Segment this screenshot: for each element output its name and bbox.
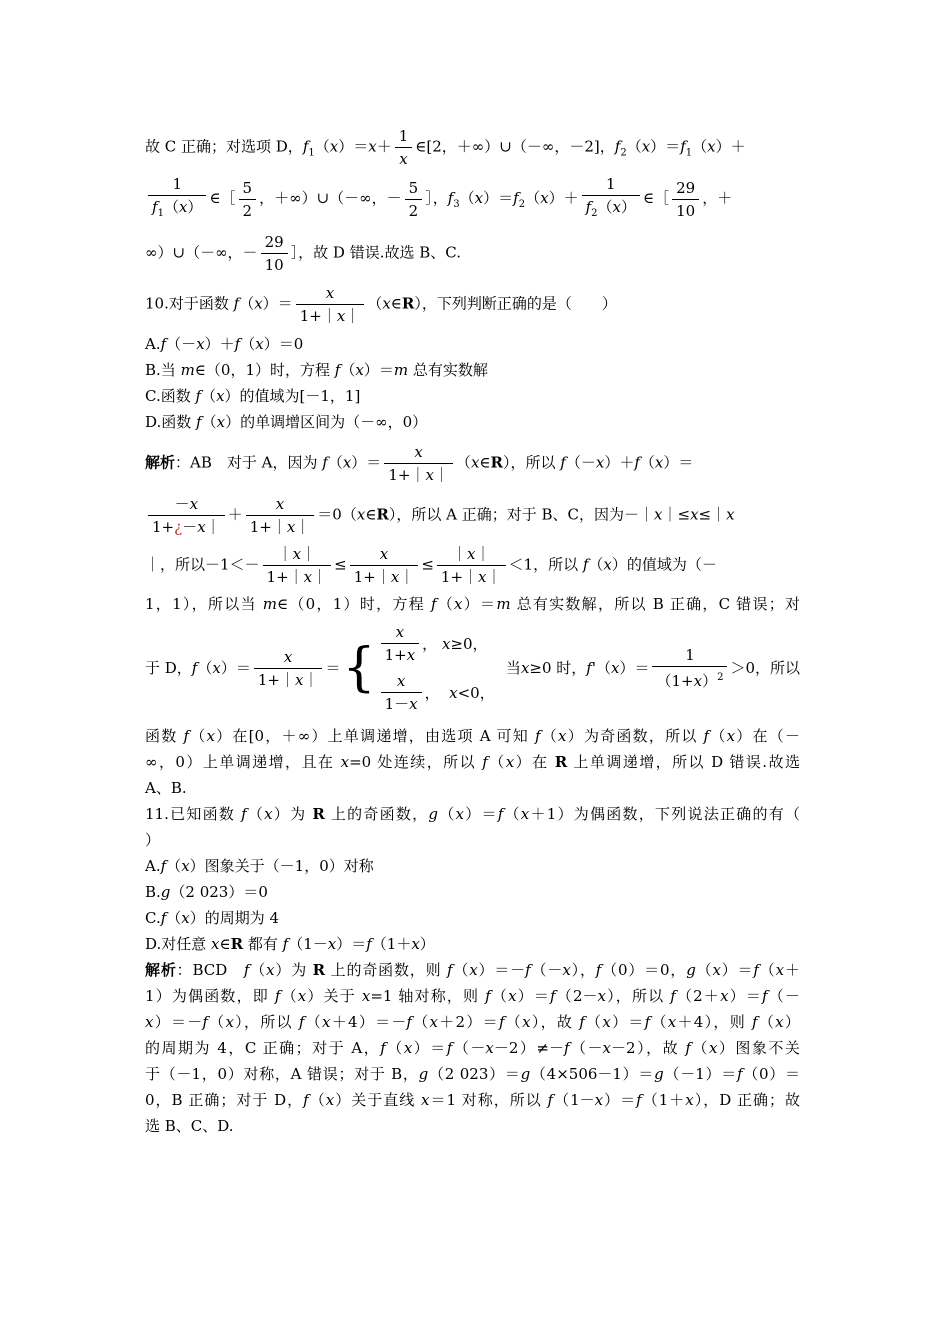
analysis-line: 于（－1，0）对称，A 错误；对于 B，g（2 023）＝g（4×506－1）＝g（－1）＝f（0）＝ bbox=[145, 1065, 800, 1083]
analysis-line: 1，1），所以当 m∈（0，1）时，方程 f（x）＝m 总有实数解，所以 B 正确，C 错误；对 bbox=[145, 595, 800, 613]
analysis-line: x）＝－f（x），所以 f（x＋4）＝－f（x＋2）＝f（x），故 f（x）＝f（x＋4），则 f（x） bbox=[145, 1013, 800, 1031]
question-11-stem: 11.已知函数 f（x）为 R 上的奇函数，g（x）＝f（x＋1）为偶函数，下列说法正确的有（ bbox=[145, 805, 800, 823]
analysis-line: ∞，0）上单调递增，且在 x=0 处连续，所以 f（x）在 R 上单调递增，所以 D 错误.故选 bbox=[145, 753, 800, 771]
piecewise-cases: $\frac{x}{1+x}$ ， x ≥0， $\frac{x}{1-x}$ ， x <0， bbox=[378, 622, 495, 714]
analysis-line: A、B. bbox=[145, 779, 187, 797]
line-text: 10.对于函数 f（x）＝ $\frac{x}{1+|x|}$ （x∈R），下列判断正确的是（ ） bbox=[145, 283, 617, 325]
line-text: 故 C 正确；对选项 D，$f_1(x)=x+$ $\frac{1}{x}$ ∈[2，＋∞）∪（－∞，－2]，$f_2(x)=f_1(x)+$ bbox=[145, 126, 746, 168]
text-line bbox=[145, 118, 800, 176]
left-brace: { bbox=[342, 638, 376, 698]
analysis-line-piecewise: 于 D， f （ x ）＝ $\frac{x}{1+|x|}$ ＝ { $\frac{x}{1+x}$ ， x ≥0， $\frac{x}{1-x}$ ， x <0， 当 x ≥0 时， f '（ x ）＝ $\frac{1}{(1+x)^2}$ ＞0，所以 bbox=[145, 623, 800, 713]
text-line bbox=[145, 224, 800, 282]
option-c: C.函数 f（x）的值域为[－1，1] bbox=[145, 387, 361, 405]
analysis-line: 解析：AB 对于 A，因为 f（x）＝ $\frac{x}{1+|x|}$ （x∈R），所以 f（－x）＋f（x）＝ bbox=[145, 442, 694, 484]
line-text: $\frac{1}{f_1(x)}$ ∈［ $\frac{5}{2}$ ，＋∞）∪（－∞，－ $\frac{5}{2}$ ］，$f_3(x)=f_2(x)+$ $\frac{1}{f_2(x)}$ ∈［ $\frac{29}{10}$ ，＋ bbox=[145, 174, 732, 224]
question-10-stem bbox=[145, 275, 800, 333]
question-11-stem: ） bbox=[145, 831, 161, 849]
analysis-line: 1）为偶函数，即 f（x）关于 x=1 轴对称，则 f（x）＝f（2－x），所以 f（2＋x）＝f（－ bbox=[145, 987, 800, 1005]
text-line bbox=[145, 170, 800, 228]
analysis-line: 函数 f（x）在[0，＋∞）上单调递增，由选项 A 可知 f（x）为奇函数，所以 f（x）在（－ bbox=[145, 727, 800, 745]
option-c: C.f（x）的周期为 4 bbox=[145, 909, 280, 927]
analysis-line: 选 B、C、D. bbox=[145, 1117, 234, 1135]
option-d: D.函数 f（x）的单调增区间为（－∞，0） bbox=[145, 413, 428, 431]
option-a: A.f（－x）＋f（x）＝0 bbox=[145, 335, 304, 353]
option-a: A.f（x）图象关于（－1，0）对称 bbox=[145, 857, 374, 875]
analysis-line: 解析：BCD f（x）为 R 上的奇函数，则 f（x）＝－f（－x），f（0）＝0，g（x）＝f（x＋ bbox=[145, 961, 800, 979]
analysis-line: $\frac{-x}{1+¿-x|}$ ＋ $\frac{x}{1+|x|}$ ＝0（x∈R），所以 A 正确；对于 B、C，因为－｜x｜≤x≤｜x bbox=[145, 486, 800, 544]
option-b: B.当 m∈（0，1）时，方程 f（x）＝m 总有实数解 bbox=[145, 361, 488, 379]
line-text: ∞）∪（－∞，－ $\frac{29}{10}$ ］，故 D 错误.故选 B、C. bbox=[145, 232, 461, 274]
analysis-line: 的周期为 4，C 正确；对于 A，f（x）＝f（－x－2）≠－f（－x－2），故 f（x）图象不关 bbox=[145, 1039, 800, 1057]
option-d: D.对任意 x∈R 都有 f（1－x）＝f（1＋x） bbox=[145, 935, 435, 953]
analysis-line: ｜，所以－1＜－ $\frac{|x|}{1+|x|}$ ≤ $\frac{x}{1+|x|}$ ≤ $\frac{|x|}{1+|x|}$ ＜1，所以 f（x）的值域为（－ bbox=[145, 544, 717, 586]
option-b: B.g（2 023）＝0 bbox=[145, 883, 268, 901]
analysis-line: 0，B 正确；对于 D，f（x）关于直线 x＝1 对称，所以 f（1－x）＝f（1＋x），D 正确；故 bbox=[145, 1091, 800, 1109]
